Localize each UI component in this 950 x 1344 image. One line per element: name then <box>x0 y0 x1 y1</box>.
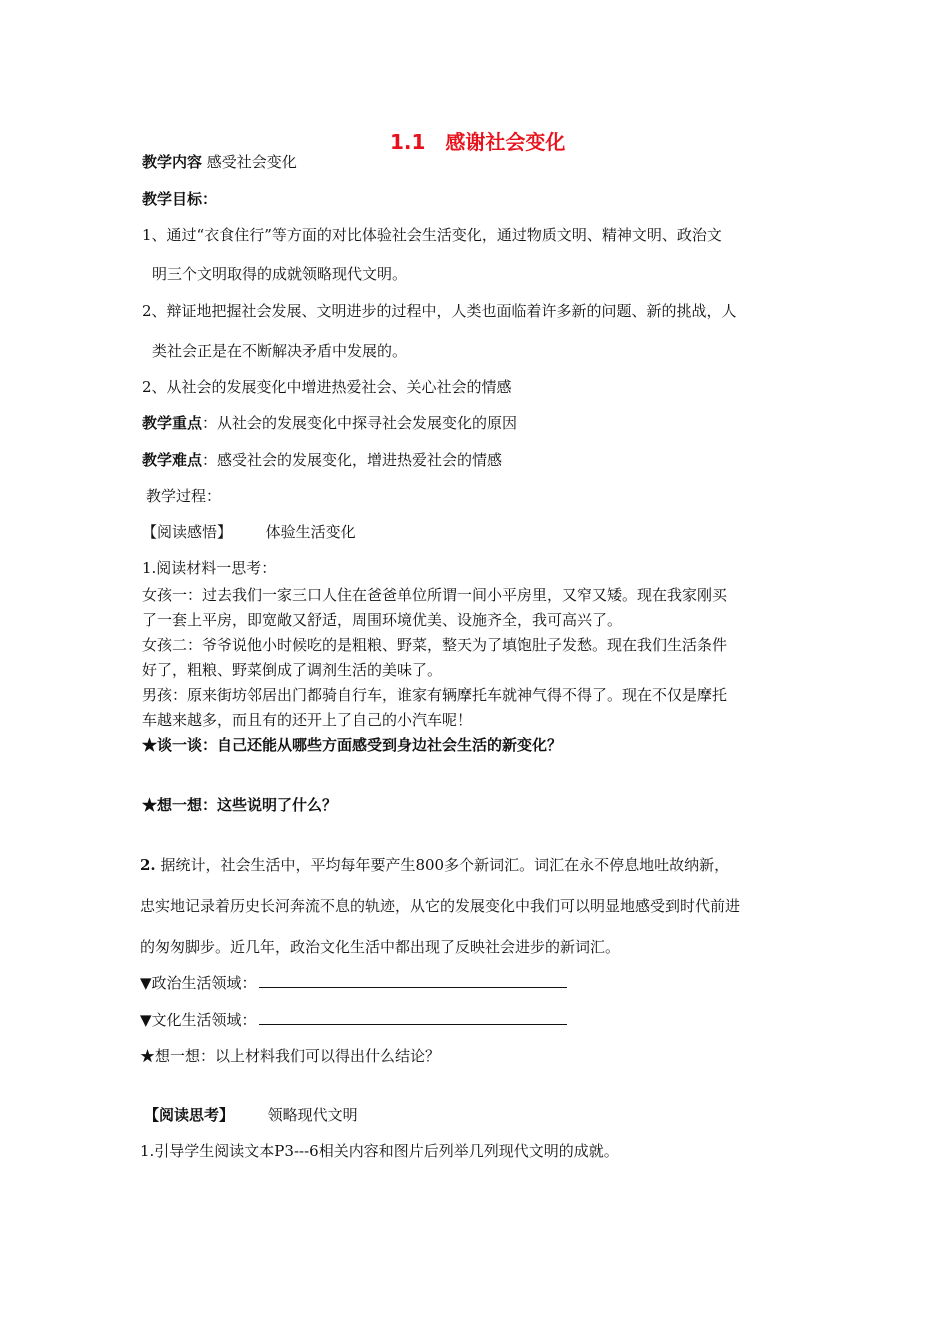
reading-2-line-2: 忠实地记录着历史长河奔流不息的轨迹，从它的发展变化中我们可以明显地感受到时代前进 <box>140 897 741 915</box>
politics-label: ▼政治生活领域： <box>140 974 257 992</box>
culture-label: ▼文化生活领域： <box>140 1011 257 1029</box>
reading-2-line-3: 的匆匆脚步。近几年，政治文化生活中都出现了反映社会进步的新词汇。 <box>140 938 621 956</box>
reading-1-line: 好了，粗粮、野菜倒成了调剂生活的美味了。 <box>142 661 443 679</box>
reading-2-number: 2. <box>140 856 156 874</box>
culture-field <box>140 1010 567 1030</box>
reading-1-line: 女孩二：爷爷说他小时候吃的是粗粮、野菜，整天为了填饱肚子发愁。现在我们生活条件 <box>142 636 728 654</box>
section-tag: 【阅读思考】 <box>144 1106 235 1124</box>
reading-1-line: 车越来越多，而且有的还开上了自己的小汽车呢！ <box>142 711 473 729</box>
think-prompt-1: ★想一想：这些说明了什么？ <box>142 796 338 814</box>
key-point <box>142 413 517 433</box>
difficulty-value: ：感受社会的发展变化，增进热爱社会的情感 <box>202 451 503 469</box>
think-prompt-2: ★想一想：以上材料我们可以得出什么结论？ <box>140 1047 441 1065</box>
page-title: 1.1 感谢社会变化 <box>390 130 566 154</box>
reading-1-line: 了一套上平房，即宽敞又舒适，周围环境优美、设施齐全，我可高兴了。 <box>142 611 623 629</box>
objective-1-line-2: 明三个文明取得的成就领略现代文明。 <box>152 265 408 283</box>
objective-2-line-2: 类社会正是在不断解决矛盾中发展的。 <box>152 342 408 360</box>
process-label: 教学过程： <box>146 487 222 505</box>
difficulty-label: 教学难点 <box>142 451 203 469</box>
teaching-content-label: 教学内容 <box>142 153 203 171</box>
key-point-value: ：从社会的发展变化中探寻社会发展变化的原因 <box>202 414 518 432</box>
key-point-label: 教学重点 <box>142 414 203 432</box>
teaching-content <box>142 152 297 172</box>
objective-2-line-1: 2、辩证地把握社会发展、文明进步的过程中，人类也面临着许多新的问题、新的挑战，人 <box>142 302 737 320</box>
culture-answer-line[interactable] <box>259 1010 567 1025</box>
reading-2-text: 据统计，社会生活中，平均每年要产生800多个新词汇。词汇在永不停息地吐故纳新， <box>160 856 730 874</box>
reading-2-line-1 <box>140 855 729 875</box>
section-topic: 体验生活变化 <box>265 523 356 541</box>
section-reading-feeling <box>142 522 356 542</box>
talk-prompt: ★谈一谈：自己还能从哪些方面感受到身边社会生活的新变化？ <box>142 736 563 754</box>
reading-1-heading: 1.阅读材料一思考： <box>142 559 277 577</box>
difficulty <box>142 450 502 470</box>
reading-1-line: 女孩一：过去我们一家三口人住在爸爸单位所谓一间小平房里，又窄又矮。现在我家刚买 <box>142 586 728 604</box>
section-topic: 领略现代文明 <box>267 1106 358 1124</box>
section-reading-thinking <box>144 1105 358 1125</box>
reading-1-line: 男孩：原来街坊邻居出门都骑自行车，谁家有辆摩托车就神气得不得了。现在不仅是摩托 <box>142 686 728 704</box>
objectives-label: 教学目标： <box>142 190 218 208</box>
objective-1-line-1: 1、通过“衣食住行”等方面的对比体验社会生活变化，通过物质文明、精神文明、政治文 <box>142 226 722 244</box>
guide-text: 1.引导学生阅读文本P3---6相关内容和图片后列举几列现代文明的成就。 <box>140 1142 619 1160</box>
teaching-content-value: 感受社会变化 <box>206 153 297 171</box>
politics-field <box>140 973 567 993</box>
section-tag: 【阅读感悟】 <box>142 523 233 541</box>
objective-3: 2、从社会的发展变化中增进热爱社会、关心社会的情感 <box>142 378 512 396</box>
politics-answer-line[interactable] <box>259 973 567 988</box>
